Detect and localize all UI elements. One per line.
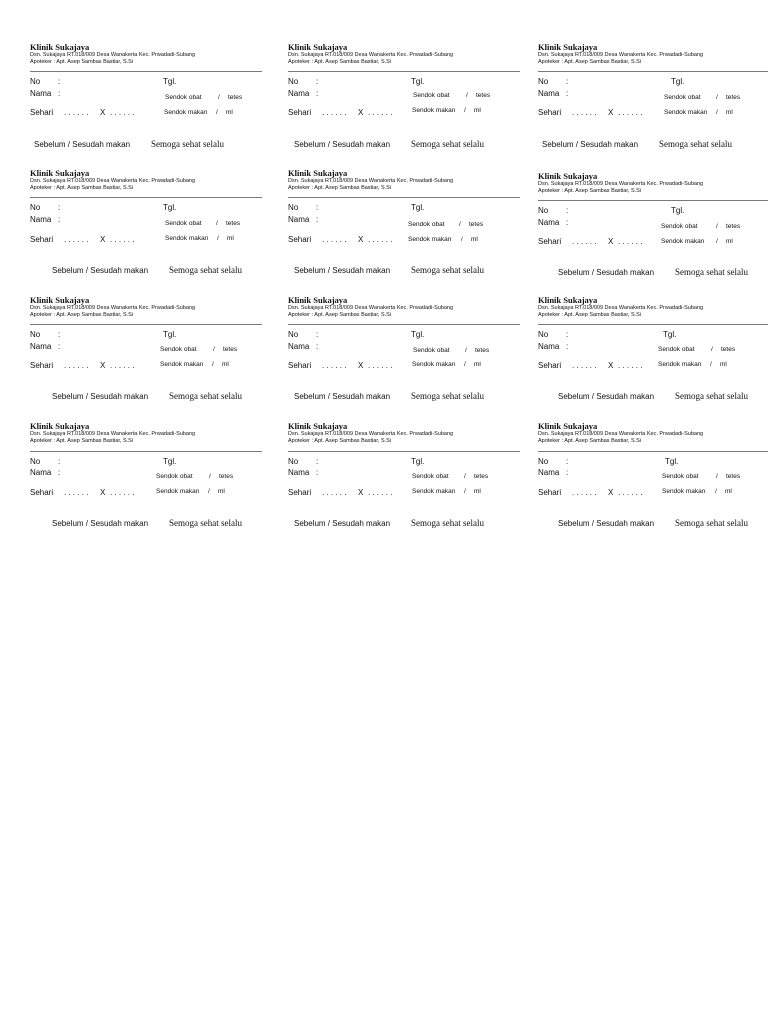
dose-dots: . . . . . .	[368, 108, 393, 117]
greeting: Semoga sehat selalu	[411, 139, 484, 149]
nama-label: Nama	[538, 89, 560, 98]
colon: :	[58, 457, 61, 466]
slash: /	[464, 107, 466, 114]
colon: :	[316, 89, 319, 98]
prescription-label	[30, 295, 262, 413]
colon: :	[316, 468, 319, 477]
greeting: Semoga sehat selalu	[169, 265, 242, 275]
sendok-obat-label: Sendok obat	[413, 92, 450, 99]
sehari-label: Sehari	[30, 361, 54, 370]
nama-label: Nama	[30, 468, 52, 477]
sendok-makan-label: Sendok makan	[165, 235, 209, 242]
dose-dots: . . . . . .	[322, 108, 347, 117]
meal-timing: Sebelum / Sesudah makan	[294, 519, 391, 528]
tgl-label: Tgl.	[411, 203, 425, 212]
divider	[538, 324, 768, 325]
no-label: No	[538, 77, 549, 86]
tetes-label: tetes	[726, 473, 741, 480]
tgl-label: Tgl.	[671, 77, 685, 86]
colon: :	[58, 89, 61, 98]
clinic-name: Klinik Sukajaya	[538, 42, 598, 52]
clinic-name: Klinik Sukajaya	[538, 171, 598, 181]
dose-dots: . . . . . .	[322, 361, 347, 370]
clinic-name: Klinik Sukajaya	[30, 168, 90, 178]
meal-timing: Sebelum / Sesudah makan	[294, 392, 391, 401]
dose-dots: . . . . . .	[110, 488, 135, 497]
sendok-obat-label: Sendok obat	[165, 94, 202, 101]
colon: :	[316, 215, 319, 224]
tetes-label: tetes	[474, 473, 489, 480]
slash: /	[216, 220, 218, 227]
pharmacist-name: Apoteker : Apt. Asep Sambas Bastiar, S.Si	[288, 438, 392, 444]
sehari-label: Sehari	[538, 108, 562, 117]
dose-dots: . . . . . .	[64, 108, 89, 117]
prescription-label	[538, 421, 768, 539]
sendok-obat-label: Sendok obat	[156, 473, 193, 480]
sendok-makan-label: Sendok makan	[662, 488, 706, 495]
slash: /	[461, 236, 463, 243]
greeting: Semoga sehat selalu	[411, 391, 484, 401]
colon: :	[566, 457, 569, 466]
meal-timing: Sebelum / Sesudah makan	[542, 140, 639, 149]
clinic-address: Dsn. Sukajaya RT.018/009 Desa Wanakerta Kec. Prwadadi-Subang	[538, 181, 704, 187]
prescription-label	[288, 168, 520, 286]
clinic-name: Klinik Sukajaya	[288, 42, 348, 52]
times-sign: X	[100, 235, 106, 244]
greeting: Semoga sehat selalu	[675, 267, 748, 277]
meal-timing: Sebelum / Sesudah makan	[52, 519, 149, 528]
sendok-makan-label: Sendok makan	[661, 238, 705, 245]
slash: /	[217, 235, 219, 242]
pharmacist-name: Apoteker : Apt. Asep Sambas Bastiar, S.Si	[30, 185, 134, 191]
prescription-label	[538, 171, 768, 289]
colon: :	[566, 206, 569, 215]
sendok-obat-label: Sendok obat	[413, 347, 450, 354]
colon: :	[566, 330, 569, 339]
tetes-label: tetes	[228, 94, 243, 101]
greeting: Semoga sehat selalu	[151, 139, 224, 149]
dose-dots: . . . . . .	[64, 488, 89, 497]
clinic-name: Klinik Sukajaya	[288, 295, 348, 305]
greeting: Semoga sehat selalu	[169, 518, 242, 528]
nama-label: Nama	[30, 342, 52, 351]
ml-label: ml	[720, 361, 727, 368]
meal-timing: Sebelum / Sesudah makan	[294, 140, 391, 149]
clinic-address: Dsn. Sukajaya RT.018/009 Desa Wanakerta Kec. Prwadadi-Subang	[538, 431, 704, 437]
pharmacist-name: Apoteker : Apt. Asep Sambas Bastiar, S.Si	[538, 188, 642, 194]
clinic-name: Klinik Sukajaya	[538, 421, 598, 431]
clinic-address: Dsn. Sukajaya RT.018/009 Desa Wanakerta Kec. Prwadadi-Subang	[538, 305, 704, 311]
slash: /	[212, 361, 214, 368]
colon: :	[58, 215, 61, 224]
slash: /	[715, 488, 717, 495]
sendok-makan-label: Sendok makan	[160, 361, 204, 368]
colon: :	[58, 203, 61, 212]
no-label: No	[30, 203, 41, 212]
slash: /	[208, 488, 210, 495]
nama-label: Nama	[538, 342, 560, 351]
ml-label: ml	[226, 109, 233, 116]
meal-timing: Sebelum / Sesudah makan	[294, 266, 391, 275]
meal-timing: Sebelum / Sesudah makan	[52, 392, 149, 401]
tetes-label: tetes	[226, 220, 241, 227]
clinic-address: Dsn. Sukajaya RT.018/009 Desa Wanakerta Kec. Prwadadi-Subang	[538, 52, 704, 58]
nama-label: Nama	[30, 89, 52, 98]
divider	[30, 71, 262, 72]
colon: :	[566, 342, 569, 351]
ml-label: ml	[474, 107, 481, 114]
colon: :	[58, 342, 61, 351]
clinic-address: Dsn. Sukajaya RT.018/009 Desa Wanakerta Kec. Prwadadi-Subang	[288, 52, 454, 58]
slash: /	[716, 94, 718, 101]
divider	[538, 451, 768, 452]
ml-label: ml	[474, 488, 481, 495]
dose-dots: . . . . . .	[110, 235, 135, 244]
dose-dots: . . . . . .	[618, 108, 643, 117]
colon: :	[566, 218, 569, 227]
nama-label: Nama	[288, 215, 310, 224]
colon: :	[316, 457, 319, 466]
greeting: Semoga sehat selalu	[659, 139, 732, 149]
nama-label: Nama	[288, 468, 310, 477]
clinic-name: Klinik Sukajaya	[538, 295, 598, 305]
sehari-label: Sehari	[538, 361, 562, 370]
sendok-obat-label: Sendok obat	[658, 346, 695, 353]
dose-dots: . . . . . .	[618, 361, 643, 370]
no-label: No	[30, 77, 41, 86]
slash: /	[716, 473, 718, 480]
meal-timing: Sebelum / Sesudah makan	[558, 392, 655, 401]
meal-timing: Sebelum / Sesudah makan	[558, 519, 655, 528]
prescription-label	[30, 168, 262, 286]
dose-dots: . . . . . .	[368, 235, 393, 244]
divider	[30, 451, 262, 452]
slash: /	[464, 473, 466, 480]
times-sign: X	[358, 108, 364, 117]
slash: /	[464, 488, 466, 495]
dose-dots: . . . . . .	[618, 488, 643, 497]
sendok-obat-label: Sendok obat	[662, 473, 699, 480]
colon: :	[316, 77, 319, 86]
sendok-obat-label: Sendok obat	[408, 221, 445, 228]
colon: :	[566, 77, 569, 86]
greeting: Semoga sehat selalu	[411, 265, 484, 275]
pharmacist-name: Apoteker : Apt. Asep Sambas Bastiar, S.Si	[538, 312, 642, 318]
colon: :	[316, 330, 319, 339]
slash: /	[466, 92, 468, 99]
colon: :	[58, 330, 61, 339]
dose-dots: . . . . . .	[64, 235, 89, 244]
tetes-label: tetes	[726, 223, 741, 230]
times-sign: X	[358, 361, 364, 370]
no-label: No	[30, 457, 41, 466]
clinic-address: Dsn. Sukajaya RT.018/009 Desa Wanakerta Kec. Prwadadi-Subang	[30, 52, 196, 58]
prescription-label	[538, 295, 768, 413]
tgl-label: Tgl.	[663, 330, 677, 339]
ml-label: ml	[726, 109, 733, 116]
slash: /	[465, 347, 467, 354]
sendok-makan-label: Sendok makan	[658, 361, 702, 368]
slash: /	[710, 361, 712, 368]
nama-label: Nama	[538, 218, 560, 227]
dose-dots: . . . . . .	[64, 361, 89, 370]
sendok-obat-label: Sendok obat	[165, 220, 202, 227]
times-sign: X	[608, 361, 614, 370]
no-label: No	[538, 457, 549, 466]
slash: /	[716, 238, 718, 245]
sehari-label: Sehari	[30, 488, 54, 497]
dose-dots: . . . . . .	[322, 235, 347, 244]
sendok-makan-label: Sendok makan	[164, 109, 208, 116]
pharmacist-name: Apoteker : Apt. Asep Sambas Bastiar, S.Si	[30, 312, 134, 318]
ml-label: ml	[218, 488, 225, 495]
sehari-label: Sehari	[288, 488, 312, 497]
clinic-name: Klinik Sukajaya	[30, 42, 90, 52]
dose-dots: . . . . . .	[368, 361, 393, 370]
meal-timing: Sebelum / Sesudah makan	[558, 268, 655, 277]
sehari-label: Sehari	[30, 108, 54, 117]
dose-dots: . . . . . .	[110, 108, 135, 117]
tetes-label: tetes	[475, 347, 490, 354]
dose-dots: . . . . . .	[572, 361, 597, 370]
sendok-obat-label: Sendok obat	[664, 94, 701, 101]
no-label: No	[288, 77, 299, 86]
clinic-address: Dsn. Sukajaya RT.018/009 Desa Wanakerta Kec. Prwadadi-Subang	[30, 178, 196, 184]
nama-label: Nama	[30, 215, 52, 224]
colon: :	[566, 89, 569, 98]
pharmacist-name: Apoteker : Apt. Asep Sambas Bastiar, S.Si	[30, 59, 134, 65]
clinic-name: Klinik Sukajaya	[288, 168, 348, 178]
sendok-makan-label: Sendok makan	[664, 109, 708, 116]
tgl-label: Tgl.	[163, 457, 177, 466]
tetes-label: tetes	[219, 473, 234, 480]
sendok-makan-label: Sendok makan	[408, 236, 452, 243]
slash: /	[218, 94, 220, 101]
times-sign: X	[100, 488, 106, 497]
tgl-label: Tgl.	[163, 203, 177, 212]
slash: /	[216, 109, 218, 116]
prescription-label	[288, 42, 520, 160]
pharmacist-name: Apoteker : Apt. Asep Sambas Bastiar, S.Si	[538, 438, 642, 444]
colon: :	[316, 203, 319, 212]
clinic-name: Klinik Sukajaya	[288, 421, 348, 431]
clinic-address: Dsn. Sukajaya RT.018/009 Desa Wanakerta Kec. Prwadadi-Subang	[288, 305, 454, 311]
dose-dots: . . . . . .	[572, 108, 597, 117]
times-sign: X	[608, 237, 614, 246]
sendok-obat-label: Sendok obat	[661, 223, 698, 230]
prescription-label	[288, 295, 520, 413]
prescription-label	[288, 421, 520, 539]
dose-dots: . . . . . .	[110, 361, 135, 370]
times-sign: X	[100, 108, 106, 117]
slash: /	[209, 473, 211, 480]
times-sign: X	[358, 488, 364, 497]
colon: :	[58, 468, 61, 477]
no-label: No	[288, 330, 299, 339]
no-label: No	[30, 330, 41, 339]
colon: :	[58, 77, 61, 86]
ml-label: ml	[471, 236, 478, 243]
no-label: No	[538, 330, 549, 339]
sendok-makan-label: Sendok makan	[412, 107, 456, 114]
dose-dots: . . . . . .	[618, 237, 643, 246]
pharmacist-name: Apoteker : Apt. Asep Sambas Bastiar, S.Si	[288, 185, 392, 191]
dose-dots: . . . . . .	[368, 488, 393, 497]
slash: /	[213, 346, 215, 353]
sehari-label: Sehari	[538, 237, 562, 246]
divider	[538, 71, 768, 72]
divider	[538, 200, 768, 201]
sehari-label: Sehari	[288, 361, 312, 370]
greeting: Semoga sehat selalu	[675, 391, 748, 401]
divider	[288, 451, 520, 452]
slash: /	[716, 109, 718, 116]
clinic-address: Dsn. Sukajaya RT.018/009 Desa Wanakerta Kec. Prwadadi-Subang	[30, 305, 196, 311]
times-sign: X	[358, 235, 364, 244]
colon: :	[316, 342, 319, 351]
sendok-obat-label: Sendok obat	[160, 346, 197, 353]
times-sign: X	[100, 361, 106, 370]
sehari-label: Sehari	[30, 235, 54, 244]
tetes-label: tetes	[726, 94, 741, 101]
tetes-label: tetes	[469, 221, 484, 228]
ml-label: ml	[725, 488, 732, 495]
slash: /	[716, 223, 718, 230]
greeting: Semoga sehat selalu	[169, 391, 242, 401]
meal-timing: Sebelum / Sesudah makan	[34, 140, 131, 149]
times-sign: X	[608, 488, 614, 497]
pharmacist-name: Apoteker : Apt. Asep Sambas Bastiar, S.Si	[538, 59, 642, 65]
sendok-makan-label: Sendok makan	[412, 361, 456, 368]
tgl-label: Tgl.	[411, 457, 425, 466]
divider	[30, 324, 262, 325]
tetes-label: tetes	[721, 346, 736, 353]
dose-dots: . . . . . .	[322, 488, 347, 497]
no-label: No	[288, 203, 299, 212]
tgl-label: Tgl.	[163, 77, 177, 86]
greeting: Semoga sehat selalu	[411, 518, 484, 528]
ml-label: ml	[227, 235, 234, 242]
colon: :	[566, 468, 569, 477]
prescription-label	[538, 42, 768, 160]
slash: /	[459, 221, 461, 228]
divider	[30, 197, 262, 198]
tetes-label: tetes	[476, 92, 491, 99]
tgl-label: Tgl.	[665, 457, 679, 466]
divider	[288, 324, 520, 325]
nama-label: Nama	[288, 342, 310, 351]
nama-label: Nama	[288, 89, 310, 98]
pharmacist-name: Apoteker : Apt. Asep Sambas Bastiar, S.Si	[288, 312, 392, 318]
dose-dots: . . . . . .	[572, 488, 597, 497]
clinic-name: Klinik Sukajaya	[30, 295, 90, 305]
greeting: Semoga sehat selalu	[675, 518, 748, 528]
tgl-label: Tgl.	[163, 330, 177, 339]
clinic-address: Dsn. Sukajaya RT.018/009 Desa Wanakerta Kec. Prwadadi-Subang	[288, 178, 454, 184]
tgl-label: Tgl.	[411, 77, 425, 86]
times-sign: X	[608, 108, 614, 117]
nama-label: Nama	[538, 468, 560, 477]
meal-timing: Sebelum / Sesudah makan	[52, 266, 149, 275]
sendok-makan-label: Sendok makan	[412, 488, 456, 495]
divider	[288, 71, 520, 72]
tetes-label: tetes	[223, 346, 238, 353]
divider	[288, 197, 520, 198]
clinic-address: Dsn. Sukajaya RT.018/009 Desa Wanakerta Kec. Prwadadi-Subang	[30, 431, 196, 437]
pharmacist-name: Apoteker : Apt. Asep Sambas Bastiar, S.Si	[288, 59, 392, 65]
pharmacist-name: Apoteker : Apt. Asep Sambas Bastiar, S.Si	[30, 438, 134, 444]
ml-label: ml	[726, 238, 733, 245]
ml-label: ml	[222, 361, 229, 368]
no-label: No	[288, 457, 299, 466]
sendok-makan-label: Sendok makan	[156, 488, 200, 495]
dose-dots: . . . . . .	[572, 237, 597, 246]
clinic-name: Klinik Sukajaya	[30, 421, 90, 431]
clinic-address: Dsn. Sukajaya RT.018/009 Desa Wanakerta Kec. Prwadadi-Subang	[288, 431, 454, 437]
sehari-label: Sehari	[288, 108, 312, 117]
sehari-label: Sehari	[538, 488, 562, 497]
no-label: No	[538, 206, 549, 215]
tgl-label: Tgl.	[411, 330, 425, 339]
slash: /	[711, 346, 713, 353]
tgl-label: Tgl.	[671, 206, 685, 215]
prescription-label	[30, 42, 262, 160]
ml-label: ml	[474, 361, 481, 368]
prescription-label	[30, 421, 262, 539]
slash: /	[464, 361, 466, 368]
sendok-obat-label: Sendok obat	[412, 473, 449, 480]
sehari-label: Sehari	[288, 235, 312, 244]
